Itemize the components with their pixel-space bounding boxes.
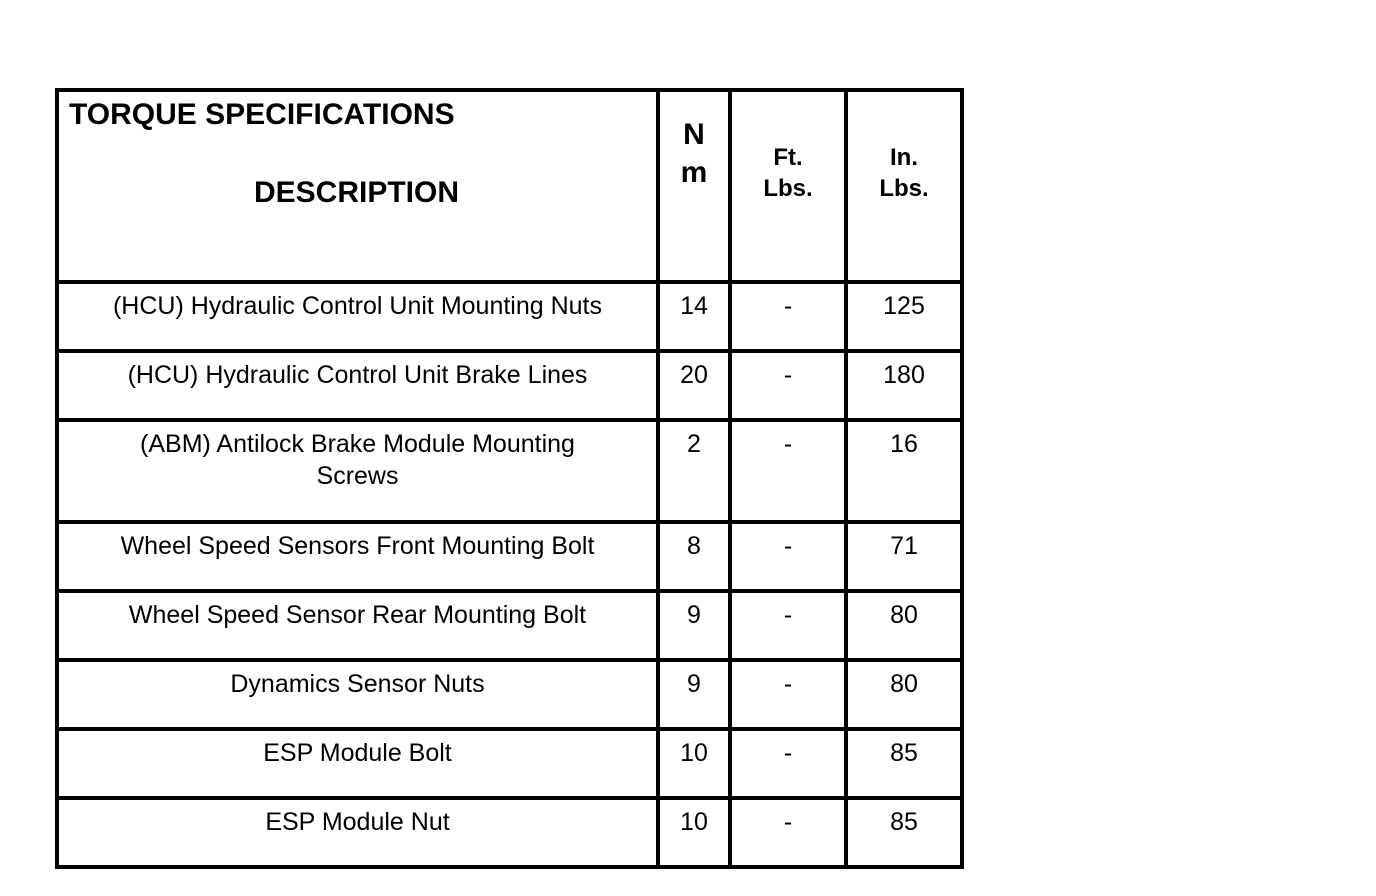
nm-cell: 8 <box>658 522 730 591</box>
ft-lbs-cell: - <box>730 798 846 867</box>
ft-lbs-header-line2: Lbs. <box>763 175 813 202</box>
table-row <box>57 591 962 660</box>
nm-cell: 10 <box>658 729 730 798</box>
description-cell: ESP Module Nut <box>57 798 658 867</box>
ft-lbs-cell: - <box>730 591 846 660</box>
table-row <box>57 798 962 867</box>
description-cell: Wheel Speed Sensor Rear Mounting Bolt <box>57 591 658 660</box>
ft-lbs-cell: - <box>730 351 846 420</box>
description-cell: Dynamics Sensor Nuts <box>57 660 658 729</box>
nm-cell: 2 <box>658 420 730 522</box>
nm-header <box>658 90 730 282</box>
in-lbs-cell: 80 <box>846 660 962 729</box>
in-lbs-header-line1: In. <box>890 144 918 171</box>
description-cell: (HCU) Hydraulic Control Unit Brake Lines <box>57 351 658 420</box>
description-cell: Wheel Speed Sensors Front Mounting Bolt <box>57 522 658 591</box>
in-lbs-cell: 85 <box>846 798 962 867</box>
nm-cell: 10 <box>658 798 730 867</box>
nm-header-line1: N <box>683 118 705 151</box>
in-lbs-cell: 180 <box>846 351 962 420</box>
ft-lbs-header <box>730 90 846 282</box>
nm-cell: 20 <box>658 351 730 420</box>
description-header: DESCRIPTION <box>253 176 460 209</box>
table-row <box>57 420 962 522</box>
in-lbs-cell: 71 <box>846 522 962 591</box>
in-lbs-cell: 125 <box>846 282 962 351</box>
ft-lbs-cell: - <box>730 282 846 351</box>
nm-cell: 9 <box>658 660 730 729</box>
table-title: TORQUE SPECIFICATIONS <box>69 98 455 131</box>
ft-lbs-cell: - <box>730 729 846 798</box>
table-row <box>57 729 962 798</box>
table-row <box>57 660 962 729</box>
ft-lbs-cell: - <box>730 660 846 729</box>
nm-cell: 9 <box>658 591 730 660</box>
table-row <box>57 351 962 420</box>
description-cell: ESP Module Bolt <box>57 729 658 798</box>
table-row <box>57 522 962 591</box>
nm-header-line2: m <box>680 156 708 189</box>
header-row <box>57 90 962 282</box>
description-cell: (ABM) Antilock Brake Module Mounting Screws <box>57 420 658 522</box>
ft-lbs-header-line1: Ft. <box>773 144 803 171</box>
in-lbs-cell: 16 <box>846 420 962 522</box>
nm-cell: 14 <box>658 282 730 351</box>
in-lbs-cell: 80 <box>846 591 962 660</box>
in-lbs-cell: 85 <box>846 729 962 798</box>
in-lbs-header <box>846 90 962 282</box>
ft-lbs-cell: - <box>730 420 846 522</box>
in-lbs-header-line2: Lbs. <box>879 175 929 202</box>
header-description-cell <box>57 90 658 282</box>
torque-spec-table <box>55 88 964 869</box>
table-row <box>57 282 962 351</box>
ft-lbs-cell: - <box>730 522 846 591</box>
description-cell: (HCU) Hydraulic Control Unit Mounting Nuts <box>57 282 658 351</box>
